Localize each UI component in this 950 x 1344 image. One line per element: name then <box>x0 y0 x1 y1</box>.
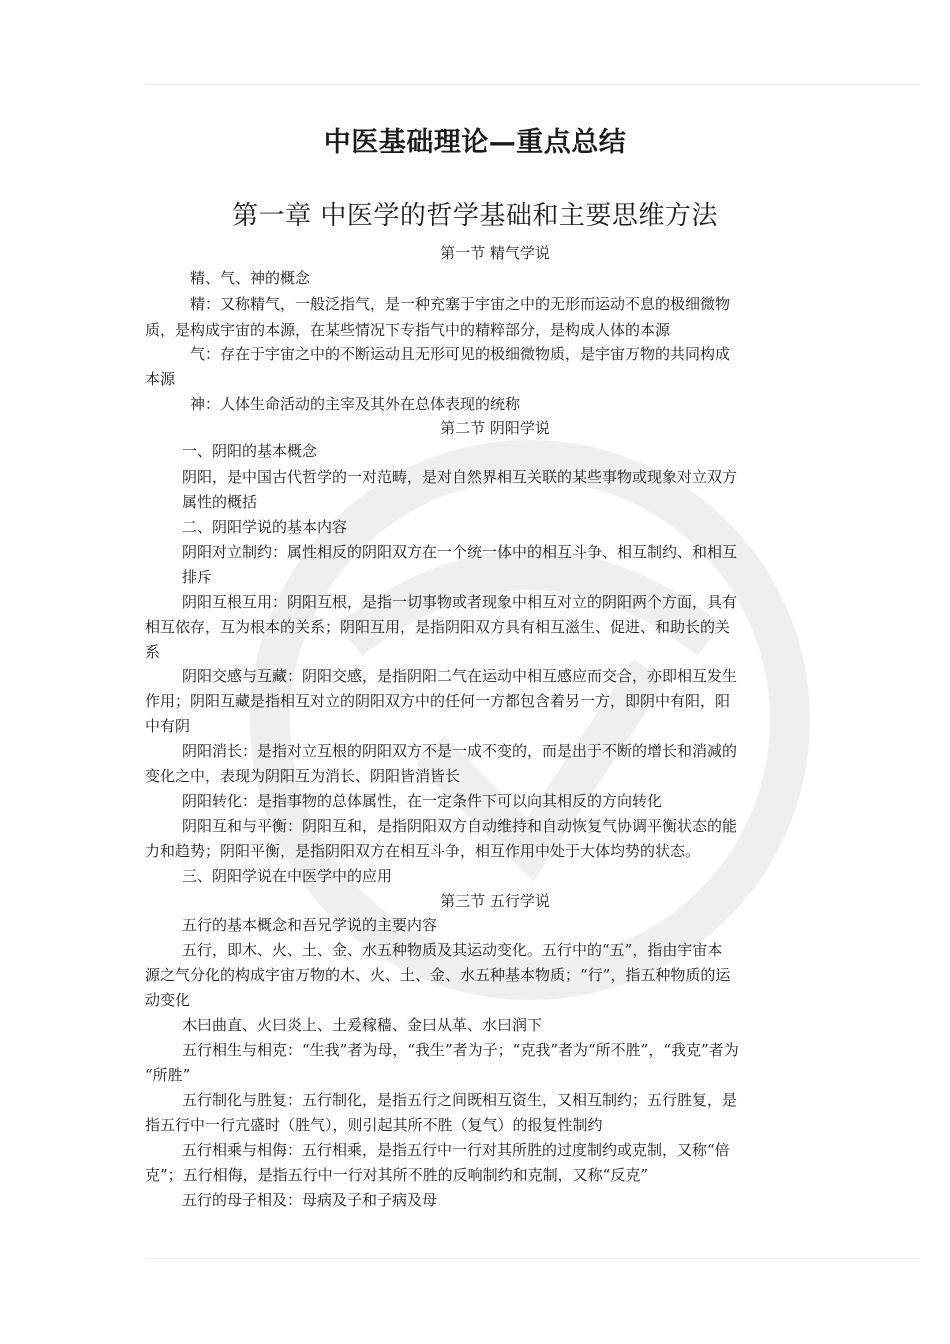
text-line: 作用；阴阳互藏是指相互对立的阴阳双方中的任何一方都包含着另一方，即阴中有阳，阳 <box>145 692 731 710</box>
text-line: 动变化 <box>145 991 191 1009</box>
text-line: 指五行中一行亢盛时（胜气），则引起其所不胜（复气）的报复性制约 <box>145 1116 603 1134</box>
text-line: 精、气、神的概念 <box>190 269 311 287</box>
text-line: 气：存在于宇宙之中的不断运动且无形可见的极细微物质，是宇宙万物的共同构成 <box>190 345 731 363</box>
text-line: 阴阳，是中国古代哲学的一对范畴，是对自然界相互关联的某些事物或现象对立双方 <box>182 468 738 486</box>
text-line: 源之气分化的构成宇宙万物的木、火、土、金、水五种基本物质；“行”，指五种物质的运 <box>145 966 731 984</box>
text-line: 木曰曲直、火曰炎上、土爰稼穑、金曰从革、水曰润下 <box>182 1016 543 1034</box>
text-line: 本源 <box>145 370 176 388</box>
text-line: 克”；五行相侮，是指五行中一行对其所不胜的反响制约和克制，又称“反克” <box>145 1166 649 1184</box>
document-title: 中医基础理论—重点总结 <box>323 127 627 158</box>
text-line: 五行，即木、火、土、金、水五种物质及其运动变化。五行中的“五”，指由宇宙本 <box>182 941 723 959</box>
text-line: 五行的母子相及：母病及子和子病及母 <box>182 1191 438 1209</box>
section-heading-1: 第一节 精气学说 <box>440 244 550 262</box>
section-heading-2: 第二节 阴阳学说 <box>440 419 550 437</box>
text-line: 阴阳交感与互藏：阴阳交感，是指阴阳二气在运动中相互感应而交合，亦即相互发生 <box>182 667 738 685</box>
text-line: 五行相生与相克：“生我”者为母，“我生”者为子；“克我”者为“所不胜”，“我克”者为 <box>182 1041 739 1059</box>
header-rule <box>145 84 920 85</box>
section-heading-3: 第三节 五行学说 <box>440 892 550 910</box>
text-line: 阴阳互根互用：阴阳互根，是指一切事物或者现象中相互对立的阴阳两个方面，具有 <box>182 593 738 611</box>
chapter-heading: 第一章 中医学的哲学基础和主要思维方法 <box>232 201 718 231</box>
text-line: 一、阴阳的基本概念 <box>182 442 318 460</box>
text-line: 力和趋势；阴阳平衡，是指阴阳双方在相互斗争，相互作用中处于大体均势的状态。 <box>145 842 701 860</box>
text-line: 五行的基本概念和吾兄学说的主要内容 <box>182 916 438 934</box>
text-line: 阴阳互和与平衡：阴阳互和，是指阴阳双方自动维持和自动恢复气协调平衡状态的能 <box>182 817 738 835</box>
text-line: 阴阳对立制约：属性相反的阴阳双方在一个统一体中的相互斗争、相互制约、和相互 <box>182 543 738 561</box>
text-line: 二、阴阳学说的基本内容 <box>182 518 348 536</box>
text-line: 阴阳消长：是指对立互根的阴阳双方不是一成不变的，而是出于不断的增长和消减的 <box>182 742 738 760</box>
text-line: 相互依存，互为根本的关系；阴阳互用，是指阴阳双方具有相互滋生、促进、和助长的关 <box>145 618 731 636</box>
text-line: 五行相乘与相侮：五行相乘，是指五行中一行对其所胜的过度制约或克制，又称“倍 <box>182 1141 730 1159</box>
text-line: “所胜” <box>145 1066 191 1084</box>
text-line: 质，是构成宇宙的本源，在某些情况下专指气中的精粹部分，是构成人体的本源 <box>145 321 671 339</box>
text-line: 三、阴阳学说在中医学中的应用 <box>182 867 393 885</box>
text-line: 排斥 <box>182 568 213 586</box>
text-line: 中有阴 <box>145 717 191 735</box>
text-line: 属性的概括 <box>182 493 258 511</box>
footer-rule <box>145 1258 920 1259</box>
text-line: 神：人体生命活动的主宰及其外在总体表现的统称 <box>190 395 521 413</box>
text-line: 精：又称精气，一般泛指气，是一种充塞于宇宙之中的无形而运动不息的极细微物 <box>190 295 731 313</box>
text-line: 系 <box>145 643 161 661</box>
text-line: 变化之中，表现为阴阳互为消长、阴阳皆消皆长 <box>145 767 461 785</box>
text-line: 阴阳转化：是指事物的总体属性，在一定条件下可以向其相反的方向转化 <box>182 792 663 810</box>
text-line: 五行制化与胜复：五行制化，是指五行之间既相互资生，又相互制约；五行胜复，是 <box>182 1091 738 1109</box>
